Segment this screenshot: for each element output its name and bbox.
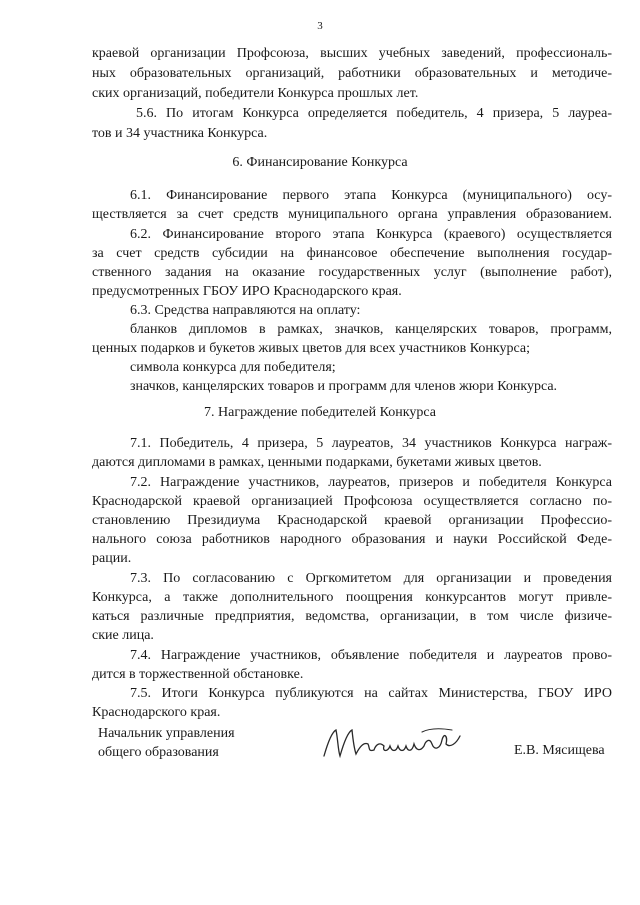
handwritten-signature <box>318 722 468 762</box>
paragraph-line: 7.1. Победитель, 4 призера, 5 лауреатов, 34 участников Конкурса награж- <box>130 436 612 451</box>
paragraph-line: бланков дипломов в рамках, значков, канцелярских товаров, программ, <box>130 322 612 337</box>
paragraph-line: ских организаций, победители Конкурса прошлых лет. <box>92 86 419 101</box>
paragraph-line: Конкурса, а также дополнительного поощрения конкурсантов могут привле- <box>92 590 612 605</box>
paragraph-line: 7.2. Награждение участников, лауреатов, призеров и победителя Конкурса <box>130 475 612 490</box>
paragraph-line: 7.5. Итоги Конкурса публикуются на сайтах Министерства, ГБОУ ИРО <box>130 686 612 701</box>
paragraph-line: предусмотренных ГБОУ ИРО Краснодарского края. <box>92 284 402 299</box>
paragraph-line: тов и 34 участника Конкурса. <box>92 126 268 141</box>
paragraph-line: ценных подарков и букетов живых цветов для всех участников Конкурса; <box>92 341 530 356</box>
paragraph-line: 7.3. По согласованию с Оргкомитетом для организации и проведения <box>130 571 612 586</box>
section-heading-7: 7. Награждение победителей Конкурса <box>204 405 436 420</box>
paragraph-line: ществляется за счет средств муниципального органа управления образованием. <box>92 207 612 222</box>
paragraph-line: символа конкурса для победителя; <box>130 360 336 375</box>
paragraph-line: 6.2. Финансирование второго этапа Конкурса (краевого) осуществляется <box>130 227 612 242</box>
paragraph-line: каться различные предприятия, ведомства, организации, в том числе физиче- <box>92 609 612 624</box>
paragraph-line: дится в торжественной обстановке. <box>92 667 304 682</box>
paragraph-line: 5.6. По итогам Конкурса определяется победитель, 4 призера, 5 лауреа- <box>136 106 612 121</box>
paragraph-line: 7.4. Награждение участников, объявление победителя и лауреатов прово- <box>130 648 612 663</box>
section-heading-6: 6. Финансирование Конкурса <box>232 155 408 170</box>
paragraph-line: краевой организации Профсоюза, высших учебных заведений, профессиональ- <box>92 46 612 61</box>
paragraph-line: нального союза работников народного образования и науки Российской Феде- <box>92 532 612 547</box>
paragraph-line: значков, канцелярских товаров и программ для членов жюри Конкурса. <box>130 379 558 394</box>
page-number: 3 <box>317 20 323 32</box>
signatory-position-line1: Начальник управления <box>98 726 235 741</box>
paragraph-line: становлению Президиума Краснодарской краевой организации Профессио- <box>92 513 612 528</box>
paragraph-line: Краснодарского края. <box>92 705 221 720</box>
paragraph-line: ных образовательных организаций, работники образовательных и методиче- <box>92 66 612 81</box>
paragraph-line: даются дипломами в рамках, ценными подарками, букетами живых цветов. <box>92 455 542 470</box>
paragraph-line: 6.3. Средства направляются на оплату: <box>130 303 361 318</box>
paragraph-line: Краснодарской краевой организацией Профсоюза осуществляется согласно по- <box>92 494 612 509</box>
signatory-name: Е.В. Мясищева <box>514 743 605 758</box>
paragraph-line: ственного задания на оказание государственных услуг (выполнение работ), <box>92 265 612 280</box>
paragraph-line: ские лица. <box>92 628 154 643</box>
paragraph-line: 6.1. Финансирование первого этапа Конкурса (муниципального) осу- <box>130 188 612 203</box>
signatory-position-line2: общего образования <box>98 745 219 760</box>
paragraph-line: рации. <box>92 551 132 566</box>
paragraph-line: за счет средств субсидии на финансовое обеспечение выполнения государ- <box>92 246 612 261</box>
